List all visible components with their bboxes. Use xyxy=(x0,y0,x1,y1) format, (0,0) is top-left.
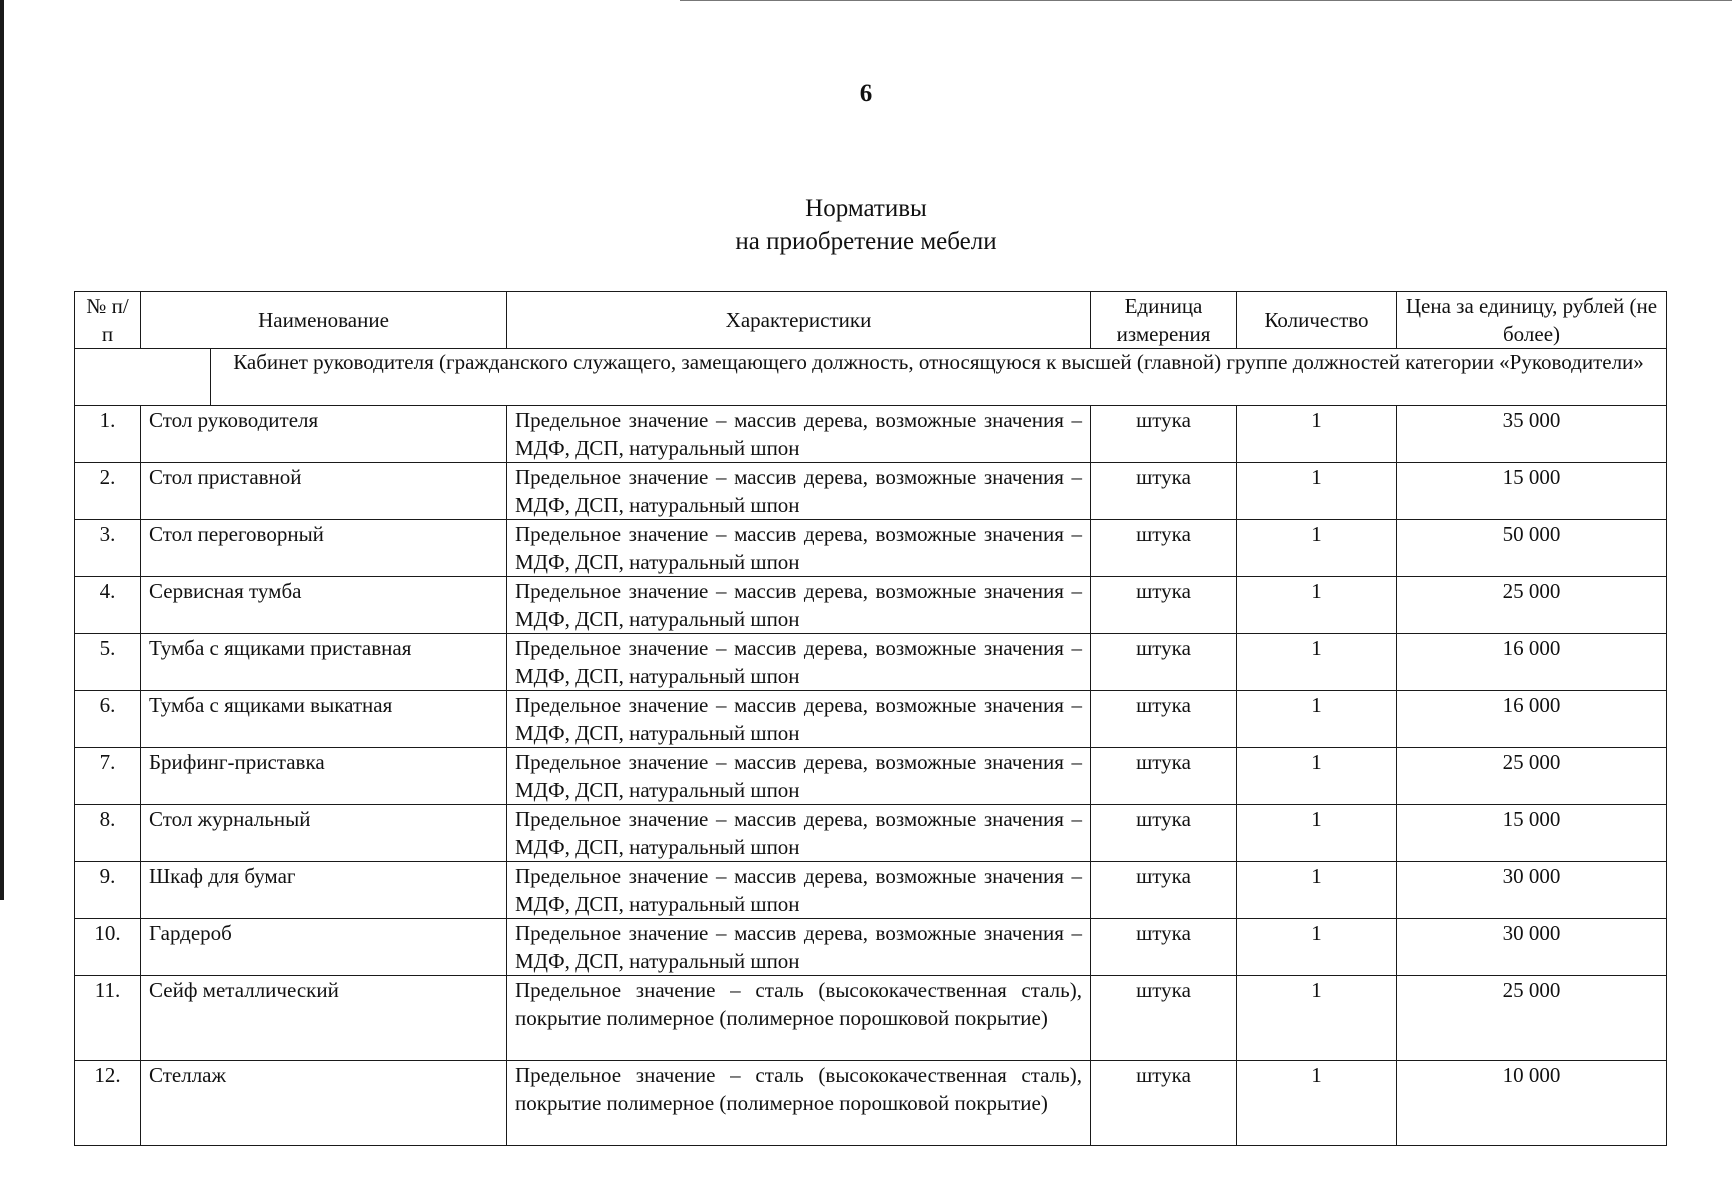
item-quantity: 1 xyxy=(1237,748,1397,805)
title-line-2: на приобретение мебели xyxy=(735,228,997,255)
section-row xyxy=(75,349,1667,406)
item-characteristics: Предельное значение – массив дерева, возможные значения – МДФ, ДСП, натуральный шпон xyxy=(507,634,1091,691)
item-unit: штука xyxy=(1091,520,1237,577)
table-row xyxy=(75,463,1667,520)
item-quantity: 1 xyxy=(1237,976,1397,1061)
table-row xyxy=(75,862,1667,919)
item-name: Гардероб xyxy=(141,919,507,976)
table-row xyxy=(75,976,1667,1061)
header-price: Цена за единицу, рублей (не более) xyxy=(1397,292,1667,349)
header-characteristics: Характеристики xyxy=(507,292,1091,349)
item-name: Тумба с ящиками выкатная xyxy=(141,691,507,748)
item-characteristics: Предельное значение – массив дерева, возможные значения – МДФ, ДСП, натуральный шпон xyxy=(507,577,1091,634)
item-name: Брифинг-приставка xyxy=(141,748,507,805)
table-row xyxy=(75,1061,1667,1146)
table-row xyxy=(75,805,1667,862)
row-number: 10. xyxy=(75,919,141,976)
row-number: 3. xyxy=(75,520,141,577)
item-quantity: 1 xyxy=(1237,805,1397,862)
item-characteristics: Предельное значение – массив дерева, возможные значения – МДФ, ДСП, натуральный шпон xyxy=(507,748,1091,805)
item-price: 25 000 xyxy=(1397,748,1667,805)
item-quantity: 1 xyxy=(1237,919,1397,976)
item-name: Стол переговорный xyxy=(141,520,507,577)
item-price: 16 000 xyxy=(1397,691,1667,748)
item-price: 30 000 xyxy=(1397,862,1667,919)
item-name: Шкаф для бумаг xyxy=(141,862,507,919)
item-unit: штука xyxy=(1091,862,1237,919)
item-characteristics: Предельное значение – массив дерева, возможные значения – МДФ, ДСП, натуральный шпон xyxy=(507,805,1091,862)
item-quantity: 1 xyxy=(1237,634,1397,691)
item-characteristics: Предельное значение – сталь (высококачественная сталь), покрытие полимерное (полимерное порошковой покрытие) xyxy=(507,976,1091,1061)
table-row xyxy=(75,520,1667,577)
document-title xyxy=(0,192,1732,258)
item-characteristics: Предельное значение – массив дерева, возможные значения – МДФ, ДСП, натуральный шпон xyxy=(507,691,1091,748)
item-price: 30 000 xyxy=(1397,919,1667,976)
item-quantity: 1 xyxy=(1237,520,1397,577)
row-number: 1. xyxy=(75,406,141,463)
item-unit: штука xyxy=(1091,919,1237,976)
item-characteristics: Предельное значение – сталь (высококачественная сталь), покрытие полимерное (полимерное порошковой покрытие) xyxy=(507,1061,1091,1146)
item-name: Стол журнальный xyxy=(141,805,507,862)
scan-edge xyxy=(0,0,4,900)
item-price: 50 000 xyxy=(1397,520,1667,577)
title-line-1: Нормативы xyxy=(805,195,927,222)
section-empty-cell xyxy=(75,349,211,406)
item-price: 35 000 xyxy=(1397,406,1667,463)
item-price: 15 000 xyxy=(1397,463,1667,520)
table-header-row xyxy=(75,292,1667,349)
item-name: Стол руководителя xyxy=(141,406,507,463)
table-row xyxy=(75,406,1667,463)
item-price: 15 000 xyxy=(1397,805,1667,862)
row-number: 2. xyxy=(75,463,141,520)
table-row xyxy=(75,919,1667,976)
item-characteristics: Предельное значение – массив дерева, возможные значения – МДФ, ДСП, натуральный шпон xyxy=(507,406,1091,463)
row-number: 7. xyxy=(75,748,141,805)
item-unit: штука xyxy=(1091,463,1237,520)
table-row xyxy=(75,577,1667,634)
item-quantity: 1 xyxy=(1237,577,1397,634)
furniture-norms-table xyxy=(74,291,1667,1146)
item-unit: штука xyxy=(1091,691,1237,748)
header-name: Наименование xyxy=(141,292,507,349)
item-unit: штука xyxy=(1091,1061,1237,1146)
item-unit: штука xyxy=(1091,805,1237,862)
item-name: Сейф металлический xyxy=(141,976,507,1061)
item-price: 10 000 xyxy=(1397,1061,1667,1146)
row-number: 9. xyxy=(75,862,141,919)
item-characteristics: Предельное значение – массив дерева, возможные значения – МДФ, ДСП, натуральный шпон xyxy=(507,919,1091,976)
item-name: Сервисная тумба xyxy=(141,577,507,634)
item-characteristics: Предельное значение – массив дерева, возможные значения – МДФ, ДСП, натуральный шпон xyxy=(507,862,1091,919)
item-quantity: 1 xyxy=(1237,691,1397,748)
table-row xyxy=(75,691,1667,748)
item-characteristics: Предельное значение – массив дерева, возможные значения – МДФ, ДСП, натуральный шпон xyxy=(507,520,1091,577)
row-number: 4. xyxy=(75,577,141,634)
item-quantity: 1 xyxy=(1237,1061,1397,1146)
item-unit: штука xyxy=(1091,976,1237,1061)
item-unit: штука xyxy=(1091,577,1237,634)
item-characteristics: Предельное значение – массив дерева, возможные значения – МДФ, ДСП, натуральный шпон xyxy=(507,463,1091,520)
row-number: 5. xyxy=(75,634,141,691)
header-num: № п/п xyxy=(75,292,141,349)
table-row xyxy=(75,634,1667,691)
scan-top-line xyxy=(680,0,1732,1)
page-number: 6 xyxy=(859,80,873,107)
item-name: Тумба с ящиками приставная xyxy=(141,634,507,691)
header-unit: Единица измерения xyxy=(1091,292,1237,349)
table-body xyxy=(75,349,1667,1146)
row-number: 12. xyxy=(75,1061,141,1146)
item-quantity: 1 xyxy=(1237,463,1397,520)
row-number: 6. xyxy=(75,691,141,748)
item-name: Стеллаж xyxy=(141,1061,507,1146)
header-quantity: Количество xyxy=(1237,292,1397,349)
table-row xyxy=(75,748,1667,805)
section-title: Кабинет руководителя (гражданского служащего, замещающего должность, относящуюся к высшей (главной) группе должностей категории «Руководители» xyxy=(211,349,1667,406)
item-quantity: 1 xyxy=(1237,406,1397,463)
item-price: 25 000 xyxy=(1397,577,1667,634)
item-unit: штука xyxy=(1091,634,1237,691)
item-price: 25 000 xyxy=(1397,976,1667,1061)
row-number: 11. xyxy=(75,976,141,1061)
item-name: Стол приставной xyxy=(141,463,507,520)
item-price: 16 000 xyxy=(1397,634,1667,691)
item-unit: штука xyxy=(1091,406,1237,463)
item-unit: штука xyxy=(1091,748,1237,805)
row-number: 8. xyxy=(75,805,141,862)
item-quantity: 1 xyxy=(1237,862,1397,919)
